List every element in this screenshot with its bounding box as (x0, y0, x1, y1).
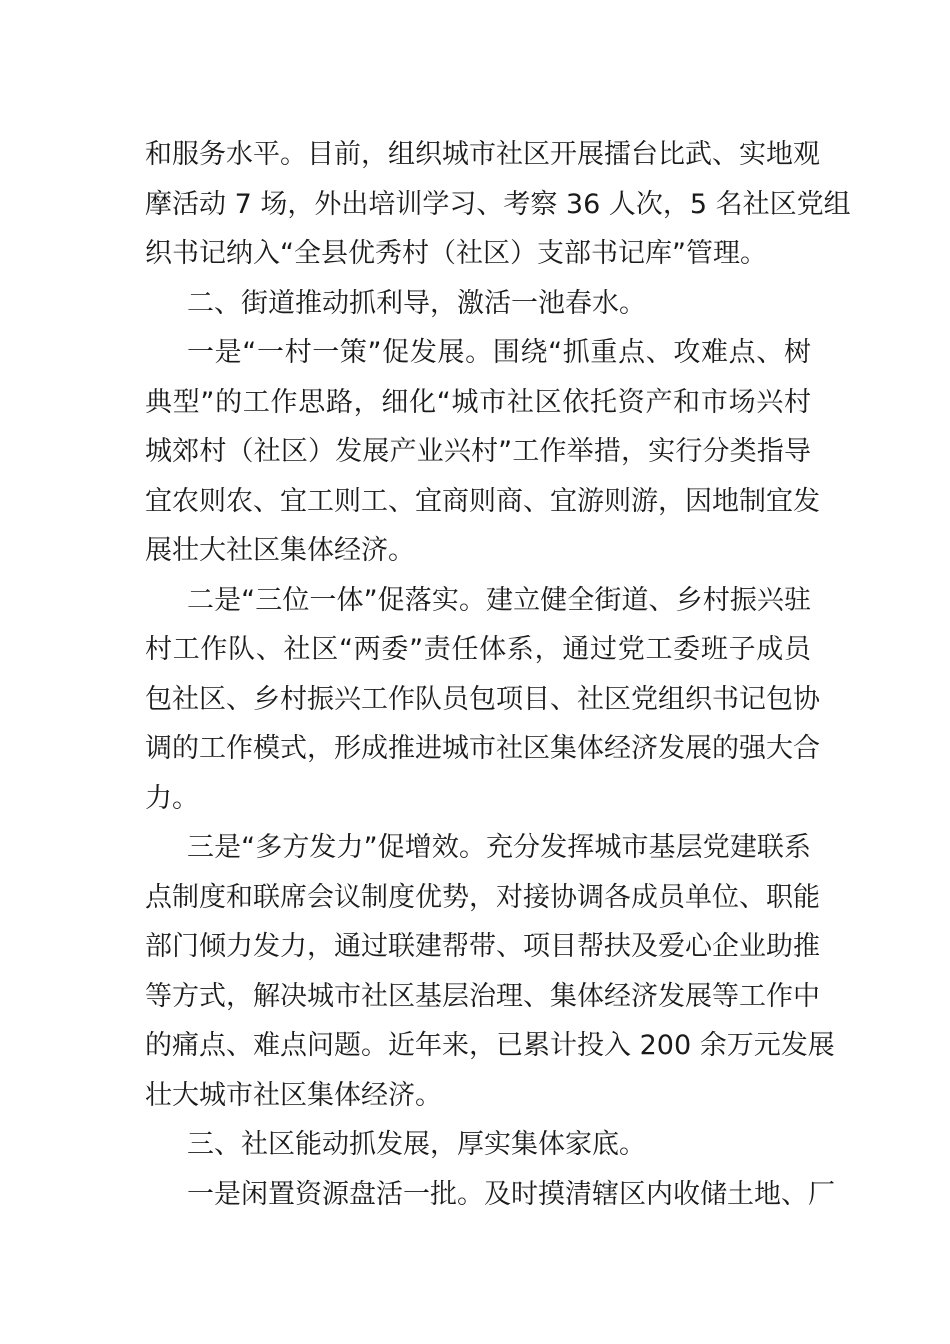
text-line: 织书记纳入“全县优秀村（社区）支部书记库”管理。 (145, 238, 767, 269)
text-line: 调的工作模式，形成推进城市社区集体经济发展的强大合 (145, 733, 820, 764)
text-line: 二是“三位一体”促落实。建立健全街道、乡村振兴驻 (187, 584, 811, 616)
text-line: 一是“一村一策”促发展。围绕“抓重点、攻难点、树 (187, 337, 811, 368)
text-line: 三是“多方发力”促增效。充分发挥城市基层党建联系 (187, 832, 811, 863)
text-line: 力。 (145, 782, 199, 814)
text-line: 摩活动 7 场，外出培训学习、考察 36 人次，5 名社区党组 (145, 188, 851, 220)
text-line: 壮大城市社区集体经济。 (145, 1079, 442, 1111)
text-line: 和服务水平。目前，组织城市社区开展擂台比武、实地观 (145, 139, 820, 170)
text-line: 典型”的工作思路，细化“城市社区依托资产和市场兴村 (145, 386, 811, 418)
text-line: 的痛点、难点问题。近年来，已累计投入 200 余万元发展 (145, 1030, 835, 1061)
text-line: 宜农则农、宜工则工、宜商则商、宜游则游，因地制宜发 (145, 485, 820, 517)
text-line: 一是闲置资源盘活一批。及时摸清辖区内收储土地、厂 (187, 1178, 835, 1210)
section-heading: 二、街道推动抓利导，激活一池春水。 (187, 287, 646, 319)
text-line: 部门倾力发力，通过联建帮带、项目帮扶及爱心企业助推 (145, 931, 820, 962)
text-line: 等方式，解决城市社区基层治理、集体经济发展等工作中 (145, 980, 820, 1012)
document-body (145, 130, 851, 1219)
text-line: 包社区、乡村振兴工作队员包项目、社区党组织书记包协 (145, 683, 820, 715)
text-line: 展壮大社区集体经济。 (145, 535, 415, 566)
text-line: 村工作队、社区“两委”责任体系，通过党工委班子成员 (145, 634, 811, 665)
text-line: 点制度和联席会议制度优势，对接协调各成员单位、职能 (145, 881, 820, 913)
text-line: 城郊村（社区）发展产业兴村”工作举措，实行分类指导 (145, 436, 811, 467)
section-heading: 三、社区能动抓发展，厚实集体家底。 (187, 1129, 646, 1160)
